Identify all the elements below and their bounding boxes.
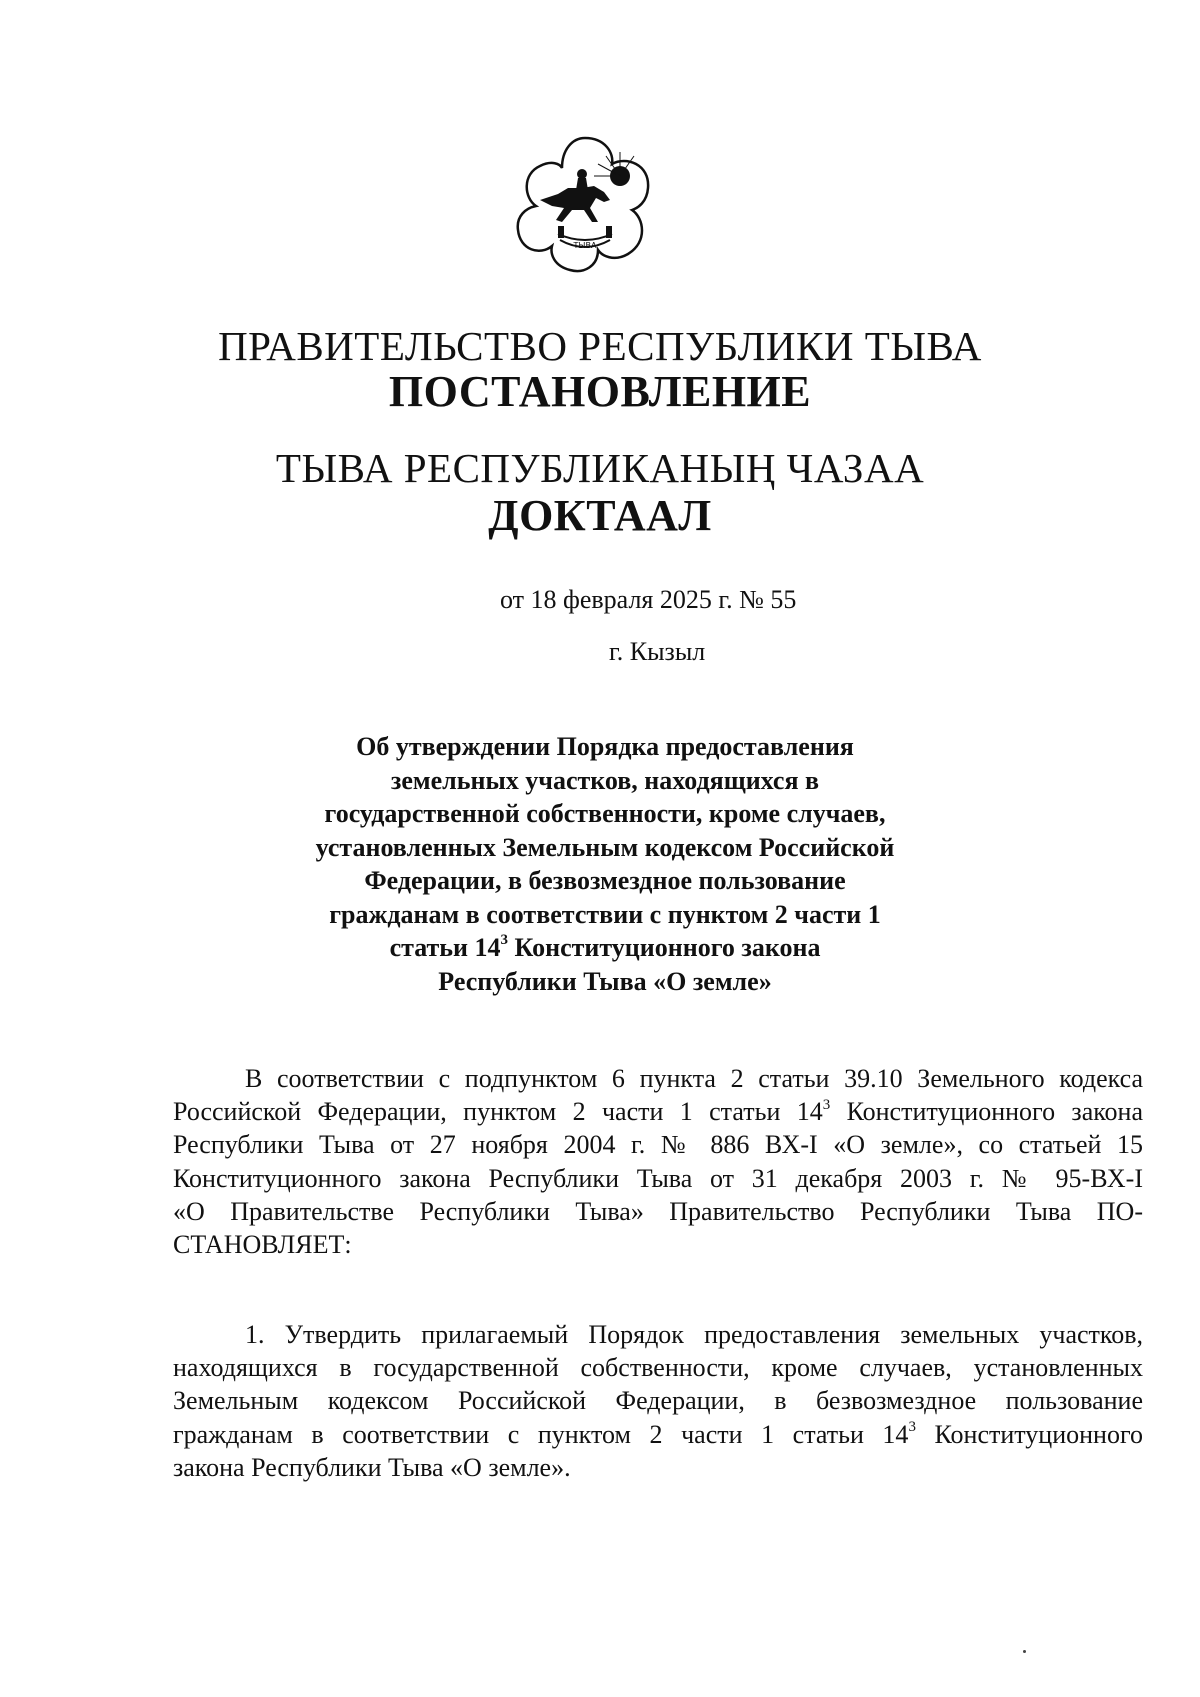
subject-line: Республики Тыва «О земле» — [438, 966, 772, 996]
paragraph-line: находящихся в государственной собственности, кроме случаев, установленных — [173, 1353, 1143, 1383]
city: г. Кызыл — [609, 637, 706, 666]
paragraph-line — [173, 1095, 1143, 1128]
subject-line: гражданам в соответствии с пунктом 2 части 1 — [329, 899, 881, 929]
subject-line: земельных участков, находящихся в — [390, 765, 820, 795]
scan-speck — [1023, 1650, 1026, 1653]
superscript: 3 — [500, 932, 509, 949]
paragraph-line: В соответствии с подпунктом 6 пункта 2 статьи 39.10 Земельного кодекса — [245, 1064, 1143, 1093]
paragraph-item-1 — [173, 1318, 1143, 1484]
paragraph-text: гражданам в соответствии с пунктом 2 части 1 статьи 14 — [173, 1419, 909, 1449]
paragraph-line: «О Правительстве Республики Тыва» Правительство Республики Тыва ПО- — [173, 1196, 1143, 1226]
subject-line — [250, 931, 960, 965]
subject-line: Об утверждении Порядка предоставления — [356, 732, 854, 761]
subject-line: Федерации, в безвозмездное пользование — [364, 866, 846, 895]
date-and-number: от 18 февраля 2025 г. № 55 — [500, 585, 797, 614]
paragraph-line — [173, 1418, 1143, 1451]
decree-subject — [250, 730, 960, 998]
superscript: 3 — [908, 1418, 916, 1435]
paragraph-line: Конституционного закона Республики Тыва от 31 декабря 2003 г. № 95-ВХ-I — [173, 1163, 1143, 1193]
superscript: 3 — [822, 1096, 831, 1113]
government-title: ПРАВИТЕЛЬСТВО РЕСПУБЛИКИ ТЫВА — [218, 323, 982, 369]
subject-text: Конституционного закона — [508, 933, 821, 962]
paragraph-preamble — [173, 1062, 1143, 1261]
paragraph-text: Конституционного закона — [830, 1097, 1144, 1127]
subject-line: установленных Земельным кодексом Российской — [315, 832, 895, 862]
subject-line: государственной собственности, кроме случаев, — [324, 799, 886, 828]
subject-text: статьи 14 — [389, 933, 501, 962]
paragraph-line: СТАНОВЛЯЕТ: — [173, 1230, 352, 1260]
paragraph-line: Земельным кодексом Российской Федерации, в безвозмездное пользование — [173, 1386, 1143, 1416]
paragraph-line: 1. Утвердить прилагаемый Порядок предоставления земельных участков, — [245, 1320, 1143, 1349]
paragraph-line: Республики Тыва от 27 ноября 2004 г. № 886 ВХ-I «О земле», со статьей 15 — [173, 1130, 1143, 1160]
emblem-of-tuva-icon — [510, 130, 660, 280]
document-type-tuvan: ДОКТААЛ — [488, 491, 712, 540]
emblem-text: ТЫВА — [573, 241, 597, 250]
paragraph-line: закона Республики Тыва «О земле». — [173, 1452, 571, 1482]
paragraph-text: Конституционного — [915, 1419, 1143, 1449]
government-title-tuvan: ТЫВА РЕСПУБЛИКАНЫҢ ЧАЗАА — [275, 445, 925, 491]
paragraph-text: Российской Федерации, пунктом 2 части 1 статьи 14 — [173, 1097, 823, 1127]
document-type: ПОСТАНОВЛЕНИЕ — [388, 367, 812, 416]
